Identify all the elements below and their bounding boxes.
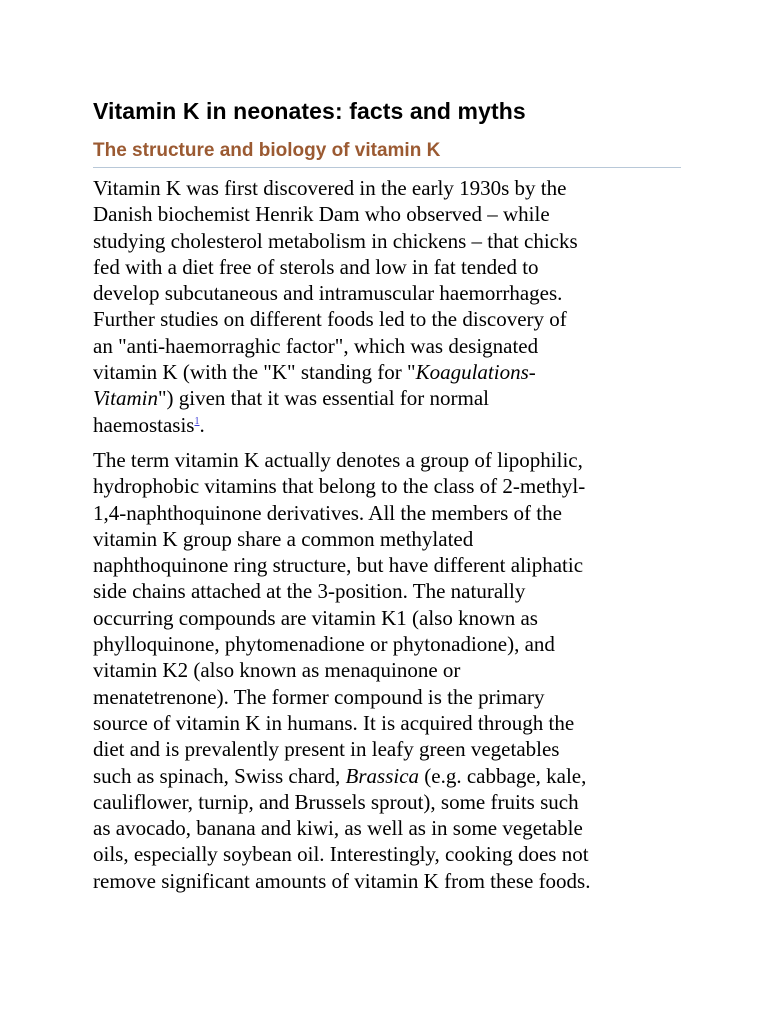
text-line [93,359,681,385]
text-run: ") given that it was essential for normal [157,386,490,411]
text-line: cauliflower, turnip, and Brussels sprout), some fruits such [93,789,579,814]
text-line: Danish biochemist Henrik Dam who observed – while [93,202,550,227]
text-line: hydrophobic vitamins that belong to the class of 2-methyl- [93,474,586,499]
text-run: . [199,412,205,437]
text-line: studying cholesterol metabolism in chickens – that chicks [93,228,578,253]
text-line: Vitamin K was first discovered in the early 1930s by the [93,176,567,200]
text-run: vitamin K (with the "K" standing for " [93,360,416,385]
text-line: The term vitamin K actually denotes a group of lipophilic, [93,447,583,472]
text-line: menatetrenone). The former compound is the primary [93,684,545,709]
paragraph-1 [93,175,681,438]
italic-term: Brassica [345,763,420,788]
text-line: vitamin K group share a common methylated [93,526,474,551]
text-line: naphthoquinone ring structure, but have different aliphatic [93,553,584,578]
article-title: Vitamin K in neonates: facts and myths [93,98,526,124]
text-line: fed with a diet free of sterols and low in fat tended to [93,254,539,279]
text-line: Further studies on different foods led to the discovery of [93,307,567,332]
text-line: occurring compounds are vitamin K1 (also known as [93,605,538,630]
text-line: vitamin K2 (also known as menaquinone or [93,658,461,683]
text-line: oils, especially soybean oil. Interestingly, cooking does not [93,842,589,867]
paragraph-2 [93,447,681,894]
text-line: as avocado, banana and kiwi, as well as in some vegetable [93,816,583,841]
document-page [93,96,681,894]
text-run: (e.g. cabbage, kale, [419,763,587,788]
section-heading: The structure and biology of vitamin K [93,138,681,168]
text-line: diet and is prevalently present in leafy green vegetables [93,737,560,762]
text-run: such as spinach, Swiss chard, [93,763,346,788]
text-line: 1,4-naphthoquinone derivatives. All the members of the [93,500,562,525]
italic-term: Koagulations- [415,360,536,385]
text-line: develop subcutaneous and intramuscular haemorrhages. [93,281,563,306]
text-line [93,412,681,438]
text-line: source of vitamin K in humans. It is acquired through the [93,710,575,735]
text-line: an "anti-haemorraghic factor", which was designated [93,333,539,358]
text-line [93,385,681,411]
text-line: side chains attached at the 3-position. The naturally [93,579,526,604]
text-line: phylloquinone, phytomenadione or phytonadione), and [93,632,555,657]
reference-link[interactable]: 1 [194,415,200,427]
text-line: remove significant amounts of vitamin K from these foods. [93,868,591,893]
italic-term: Vitamin [93,386,158,411]
text-line [93,763,681,789]
text-run: haemostasis [93,412,195,437]
